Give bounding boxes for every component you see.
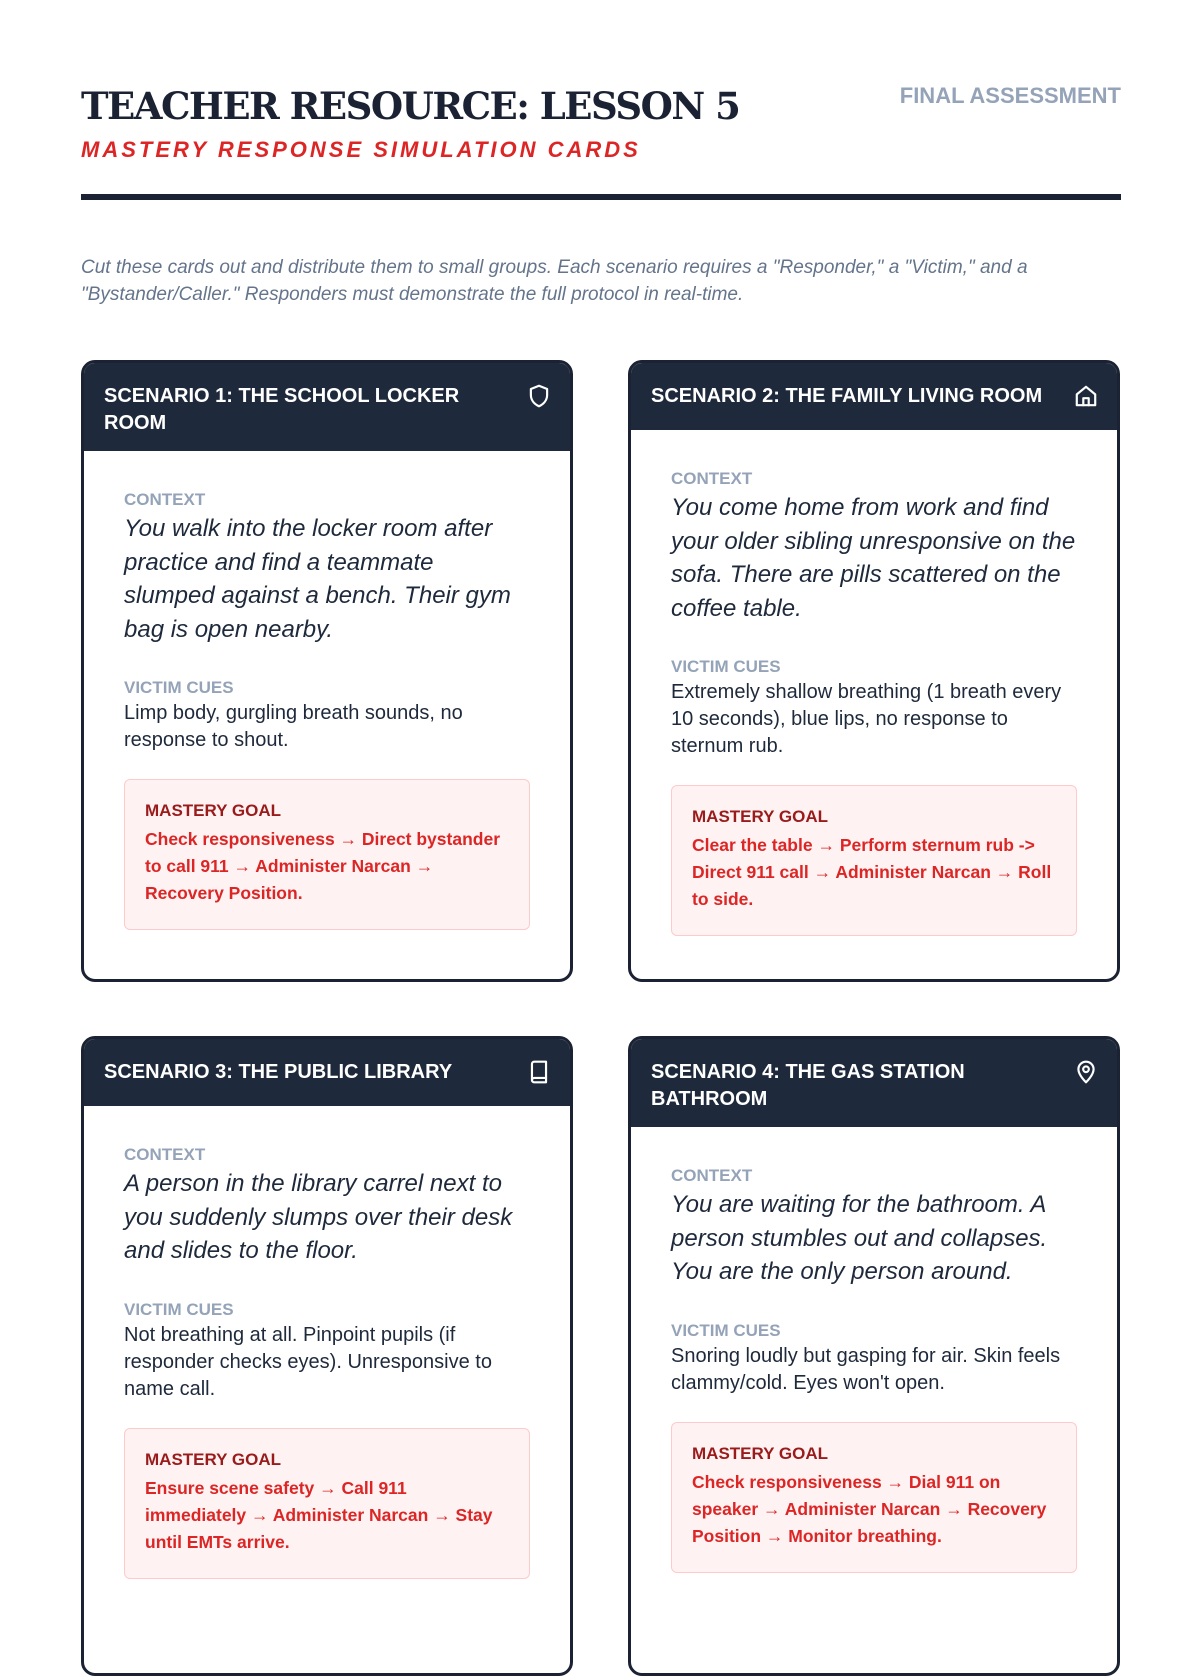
scenario-title: SCENARIO 4: THE GAS STATION BATHROOM — [651, 1061, 965, 1110]
scenario-title: SCENARIO 3: THE PUBLIC LIBRARY — [104, 1061, 453, 1083]
mastery-goal-box — [671, 785, 1077, 936]
scenario-card-body — [84, 451, 570, 950]
scenario-card-1 — [81, 360, 573, 982]
instructions-text: Cut these cards out and distribute them to small groups. Each scenario requires a "Responder," a "Victim," and a "Bystander/Caller." Responders must demonstrate the full protocol in real-time. — [81, 257, 1028, 305]
victim-cues-label: VICTIM CUES — [671, 1320, 781, 1340]
scenario-card-4 — [628, 1036, 1120, 1676]
context-text: You are waiting for the bathroom. A person stumbles out and collapses. You are the only person around. — [671, 1191, 1048, 1285]
context-label: CONTEXT — [124, 1145, 206, 1164]
scenario-title: SCENARIO 2: THE FAMILY LIVING ROOM — [651, 385, 1043, 407]
worksheet-page — [81, 0, 1121, 1552]
scenario-card-body — [84, 1106, 570, 1599]
shield-icon — [526, 383, 552, 409]
mastery-goal-text: Clear the table → Perform sternum rub -> Direct 911 call → Administer Narcan → Roll to side. — [692, 835, 1052, 909]
page-subtitle: MASTERY RESPONSE SIMULATION CARDS — [81, 137, 641, 162]
mastery-goal-text: Check responsiveness → Dial 911 on speaker → Administer Narcan → Recovery Position → Monitor breathing. — [692, 1471, 1047, 1546]
home-icon — [1073, 383, 1099, 409]
mastery-goal-label: MASTERY GOAL — [145, 1449, 282, 1469]
scenario-card-header — [631, 1039, 1117, 1127]
context-text: You walk into the locker room after practice and find a teammate slumped against a bench. Their gym bag is open nearby. — [124, 515, 511, 643]
scenario-card-header — [84, 1039, 570, 1106]
assessment-tag: FINAL ASSESSMENT — [899, 83, 1121, 108]
mastery-goal-label: MASTERY GOAL — [692, 807, 829, 826]
context-label: CONTEXT — [124, 490, 206, 509]
victim-cues-label: VICTIM CUES — [671, 657, 781, 676]
map-pin-icon — [1073, 1059, 1099, 1085]
context-label: CONTEXT — [671, 1166, 753, 1185]
page-header — [81, 0, 1121, 200]
scenario-card-2 — [628, 360, 1120, 982]
book-icon — [526, 1059, 552, 1085]
scenario-card-body — [631, 430, 1117, 956]
mastery-goal-text: Ensure scene safety → Call 911 immediately → Administer Narcan → Stay until EMTs arrive. — [145, 1477, 493, 1552]
victim-cues-text: Limp body, gurgling breath sounds, no response to shout. — [124, 702, 463, 751]
scenario-card-3 — [81, 1036, 573, 1676]
victim-cues-text: Snoring loudly but gasping for air. Skin feels clammy/cold. Eyes won't open. — [671, 1344, 1061, 1394]
context-text: A person in the library carrel next to you suddenly slumps over their desk and slides to the floor. — [124, 1170, 513, 1264]
scenario-card-header — [84, 363, 570, 451]
mastery-goal-box — [671, 1422, 1077, 1573]
mastery-goal-label: MASTERY GOAL — [692, 1443, 829, 1463]
victim-cues-label: VICTIM CUES — [124, 678, 234, 697]
scenario-card-body — [631, 1127, 1117, 1593]
scenario-card-header — [631, 363, 1117, 430]
victim-cues-text: Extremely shallow breathing (1 breath every 10 seconds), blue lips, no response to sternum rub. — [671, 681, 1062, 757]
victim-cues-text: Not breathing at all. Pinpoint pupils (if responder checks eyes). Unresponsive to name call. — [124, 1323, 492, 1400]
header-divider — [81, 194, 1121, 200]
context-text: You come home from work and find your older sibling unresponsive on the sofa. There are pills scattered on the coffee table. — [671, 494, 1076, 622]
mastery-goal-label: MASTERY GOAL — [145, 801, 282, 820]
context-label: CONTEXT — [671, 469, 753, 488]
mastery-goal-box — [124, 779, 530, 930]
mastery-goal-box — [124, 1428, 530, 1579]
scenario-title: SCENARIO 1: THE SCHOOL LOCKER ROOM — [104, 385, 460, 434]
page-title: TEACHER RESOURCE: LESSON 5 — [81, 84, 740, 128]
victim-cues-label: VICTIM CUES — [124, 1299, 234, 1319]
mastery-goal-text: Check responsiveness → Direct bystander to call 911 → Administer Narcan → Recovery Position. — [145, 829, 501, 903]
